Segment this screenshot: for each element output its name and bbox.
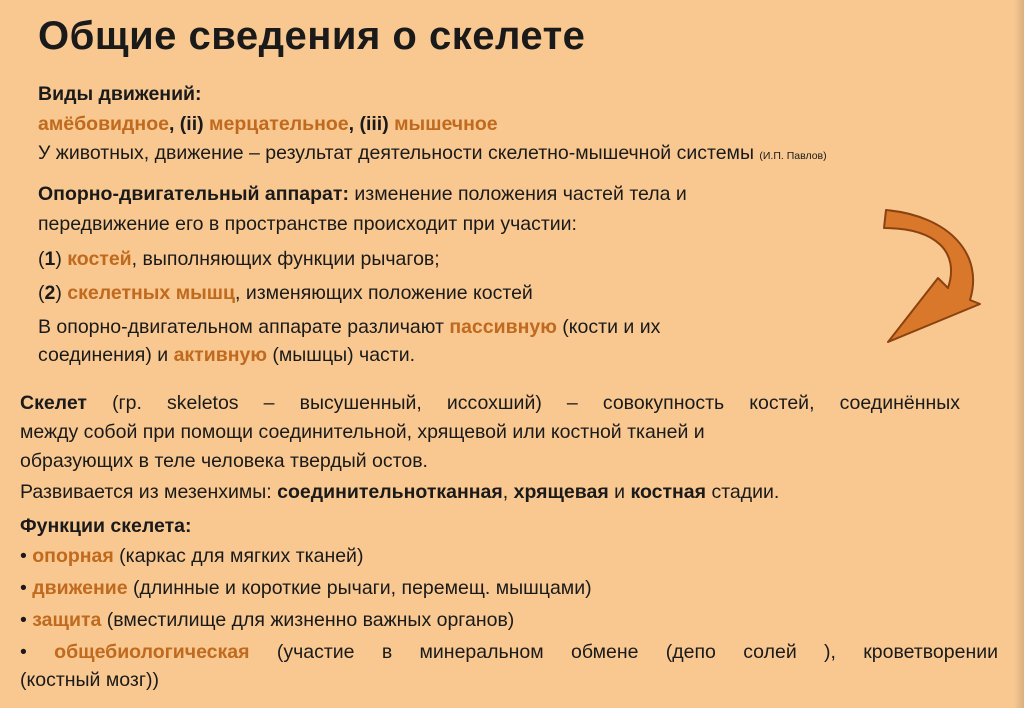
bullet: • (20, 609, 33, 631)
function-term: защита (32, 609, 102, 631)
movement-heading: Виды движений (38, 83, 196, 105)
skeleton-def-line-2: между собой при помощи соединительной, хрящевой или костной тканей и (20, 421, 705, 443)
slide-edge-shadow (1014, 0, 1024, 708)
animals-text: У животных, движение – результат деятельности скелетно-мышечной системы (38, 142, 760, 164)
para-line2-start: соединения) и (38, 344, 174, 366)
apparatus-para-line-2 (38, 344, 415, 367)
function-term: опорная (32, 545, 114, 567)
function-item-general (20, 641, 998, 664)
item1-rest: , выполняющих функции рычагов; (131, 248, 440, 270)
functions-heading-colon: : (184, 515, 192, 537)
para-end: (мышцы) части. (266, 344, 416, 366)
active-term: активную (173, 344, 267, 366)
apparatus-line-2: передвижение его в пространстве происходит при участии: (38, 213, 577, 235)
skeleton-develop-line (20, 481, 779, 504)
slide-title: Общие сведения о скелете (38, 14, 586, 58)
function-last-line: (костный мозг)) (20, 669, 159, 691)
item2-term: скелетных мышц (67, 282, 236, 304)
apparatus-heading: Опорно-двигательный аппарат (38, 183, 343, 205)
apparatus-line-1 (38, 183, 687, 206)
movement-sep-1: , (ii) (168, 113, 210, 135)
movement-type-amoeboid: амёбовидное (38, 113, 169, 135)
function-desc: (каркас для мягких тканей) (113, 545, 364, 567)
animals-line (38, 142, 827, 165)
apparatus-heading-colon: : (342, 183, 349, 205)
function-item-movement (20, 577, 592, 600)
movement-heading-colon: : (195, 83, 202, 105)
item2-open: ( (38, 282, 45, 304)
develop-start: Развивается из мезенхимы: (20, 481, 278, 503)
function-term: общебиологическая (54, 641, 250, 663)
apparatus-line-1-text: изменение положения частей тела и (348, 183, 687, 205)
movement-types-line (38, 113, 498, 136)
curved-arrow-icon (880, 200, 990, 350)
develop-comma: , (502, 481, 514, 503)
item1-number: 1 (44, 248, 56, 270)
skeleton-term: Скелет (20, 392, 87, 414)
item1-open: ( (38, 248, 45, 270)
movement-sep-2: , (iii) (348, 113, 395, 135)
develop-and: и (608, 481, 631, 503)
item2-number: 2 (44, 282, 56, 304)
para-start: В опорно-двигательном аппарате различают (38, 316, 450, 338)
item1-term: костей (67, 248, 132, 270)
item2-rest: , изменяющих положение костей (235, 282, 533, 304)
movement-type-muscular: мышечное (394, 113, 498, 135)
functions-heading-line (20, 515, 191, 538)
functions-heading: Функции скелета (20, 515, 185, 537)
passive-term: пассивную (449, 316, 557, 338)
apparatus-item-muscles (38, 282, 533, 305)
function-desc: (участие в минеральном обмене (депо солей ), кроветворении (249, 641, 998, 663)
bullet: • (20, 577, 33, 599)
skeleton-def-line-3: образующих в теле человека твердый остов. (20, 450, 428, 472)
skeleton-def-line-1 (20, 392, 960, 415)
item2-close: ) (55, 282, 68, 304)
bullet: • (20, 545, 33, 567)
apparatus-para-line-1 (38, 316, 660, 339)
movement-type-ciliary: мерцательное (209, 113, 349, 135)
apparatus-item-bones (38, 248, 440, 271)
develop-end: стадии. (706, 481, 780, 503)
bullet: • (20, 641, 55, 663)
stage-bone: костная (630, 481, 707, 503)
function-item-protection (20, 609, 514, 632)
stage-cartilage: хрящевая (513, 481, 609, 503)
para-mid: (кости и их (556, 316, 661, 338)
item1-close: ) (55, 248, 68, 270)
function-item-support (20, 545, 363, 568)
movement-heading-line (38, 83, 202, 106)
pavlov-citation: (И.П. Павлов) (759, 150, 827, 162)
skeleton-def-text-1: (гр. skeletos – высушенный, иссохший) – совокупность костей, соединённых (86, 392, 960, 414)
stage-connective: соединительнотканная (277, 481, 503, 503)
function-desc: (длинные и короткие рычаги, перемещ. мышцами) (127, 577, 592, 599)
function-desc: (вместилище для жизненно важных органов) (101, 609, 515, 631)
function-term: движение (32, 577, 128, 599)
